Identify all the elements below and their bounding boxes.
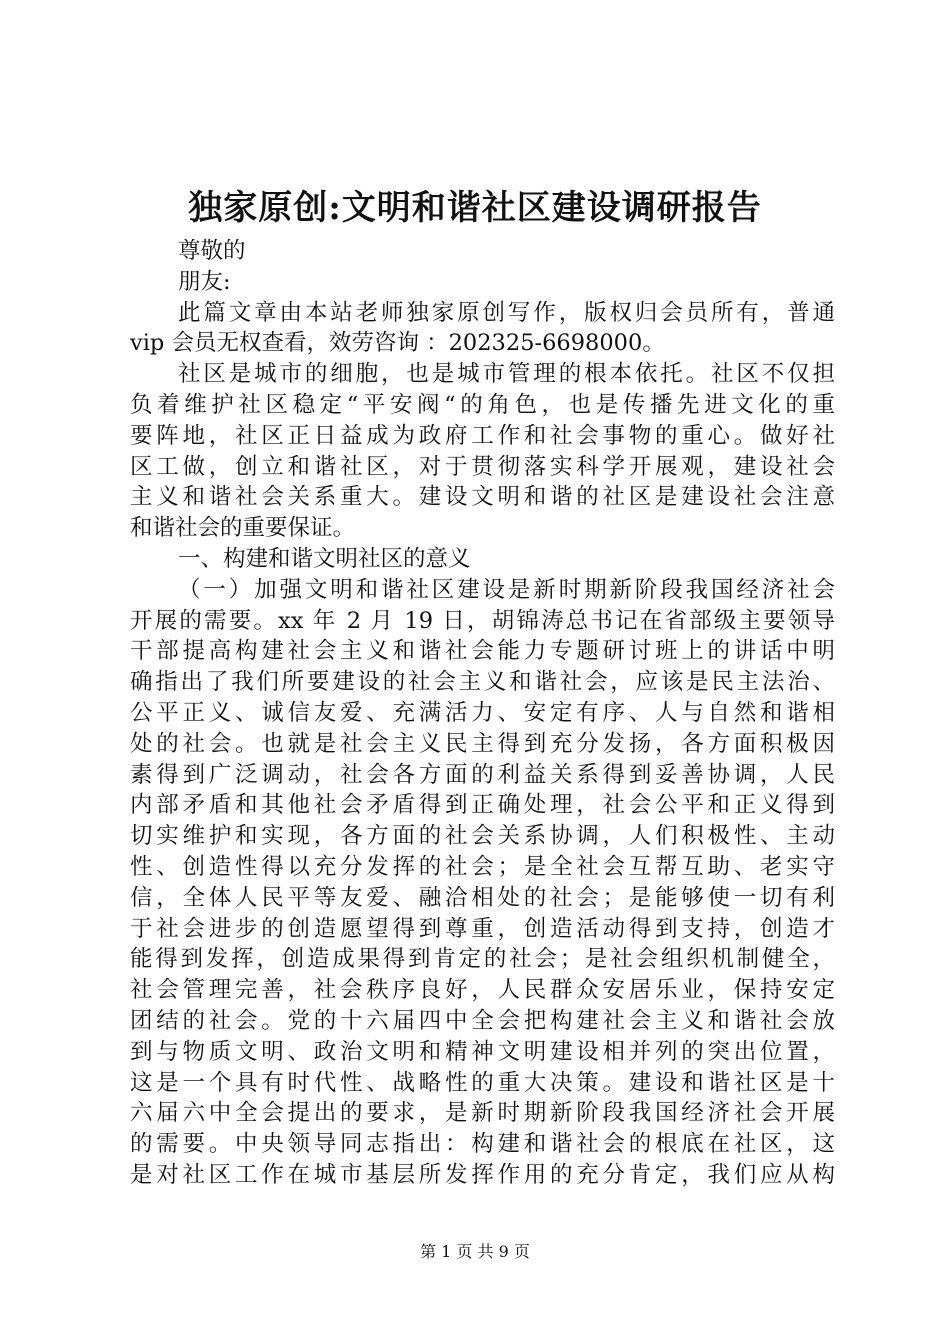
text-line: 开展的需要。xx 年 2 月 19 日，胡锦涛总书记在省部级主要领导 — [130, 607, 835, 634]
text-line: vip 会员无权查看，效劳咨询 ：202325-6698000。 — [130, 330, 665, 357]
page-footer: 第 1 页 共 9 页 — [420, 1242, 530, 1261]
text-line: 素得到广泛调动，社会各方面的利益关系得到妥善协调，人民 — [130, 761, 835, 788]
text-line: 和谐社会的重要保证。 — [130, 515, 356, 542]
text-line: 切实维护和实现，各方面的社会关系协调，人们积极性、主动 — [130, 823, 835, 850]
text-line: 的需要。中央领导同志指出：构建和谐社会的根底在社区，这 — [130, 1131, 835, 1158]
text-line: 到与物质文明、政治文明和精神文明建设相并列的突出位置， — [130, 1038, 835, 1065]
text-line: 社会管理完善，社会秩序良好，人民群众安居乐业，保持安定 — [130, 977, 835, 1004]
text-line: 朋友: — [178, 268, 231, 295]
page-title: 独家原创:文明和谐社区建设调研报告 — [188, 188, 762, 228]
text-line: 性、创造性得以充分发挥的社会；是全社会互帮互助、老实守 — [130, 853, 835, 880]
text-line: 社区是城市的细胞，也是城市管理的根本依托。社区不仅担 — [178, 361, 835, 388]
text-line: 确指出了我们所要建设的社会主义和谐社会，应该是民主法治、 — [130, 669, 835, 696]
text-line: 于社会进步的创造愿望得到尊重，创造活动得到支持，创造才 — [130, 915, 835, 942]
document-body — [130, 236, 835, 1191]
text-line: 尊敬的 — [178, 238, 246, 264]
text-line: 干部提高构建社会主义和谐社会能力专题研讨班上的讲话中明 — [130, 638, 835, 665]
text-line: （一）加强文明和谐社区建设是新时期新阶段我国经济社会 — [178, 576, 835, 603]
text-line: 负着维护社区稳定“平安阀“的角色，也是传播先进文化的重 — [130, 391, 835, 418]
text-line: 能得到发挥，创造成果得到肯定的社会；是社会组织机制健全， — [130, 946, 835, 973]
text-line: 信，全体人民平等友爱、融洽相处的社会；是能够使一切有利 — [130, 884, 835, 911]
text-line: 此篇文章由本站老师独家原创写作，版权归会员所有，普通 — [178, 299, 835, 326]
text-line: 是对社区工作在城市基层所发挥作用的充分肯定，我们应从构 — [130, 1161, 835, 1188]
text-line: 区工做，创立和谐社区，对于贯彻落实科学开展观，建设社会 — [130, 453, 835, 480]
text-line: 要阵地，社区正日益成为政府工作和社会事物的重心。做好社 — [130, 422, 835, 449]
text-line: 团结的社会。党的十六届四中全会把构建社会主义和谐社会放 — [130, 1007, 835, 1034]
text-line: 主义和谐社会关系重大。建设文明和谐的社区是建设社会注意 — [130, 484, 835, 511]
text-line: 公平正义、诚信友爱、充满活力、安定有序、人与自然和谐相 — [130, 699, 835, 726]
text-line: 一、构建和谐文明社区的意义 — [178, 545, 471, 572]
text-line: 六届六中全会提出的要求，是新时期新阶段我国经济社会开展 — [130, 1100, 835, 1127]
text-line: 内部矛盾和其他社会矛盾得到正确处理，社会公平和正义得到 — [130, 792, 835, 819]
text-line: 处的社会。也就是社会主义民主得到充分发扬，各方面积极因 — [130, 730, 835, 757]
text-line: 这是一个具有时代性、战略性的重大决策。建设和谐社区是十 — [130, 1069, 835, 1096]
